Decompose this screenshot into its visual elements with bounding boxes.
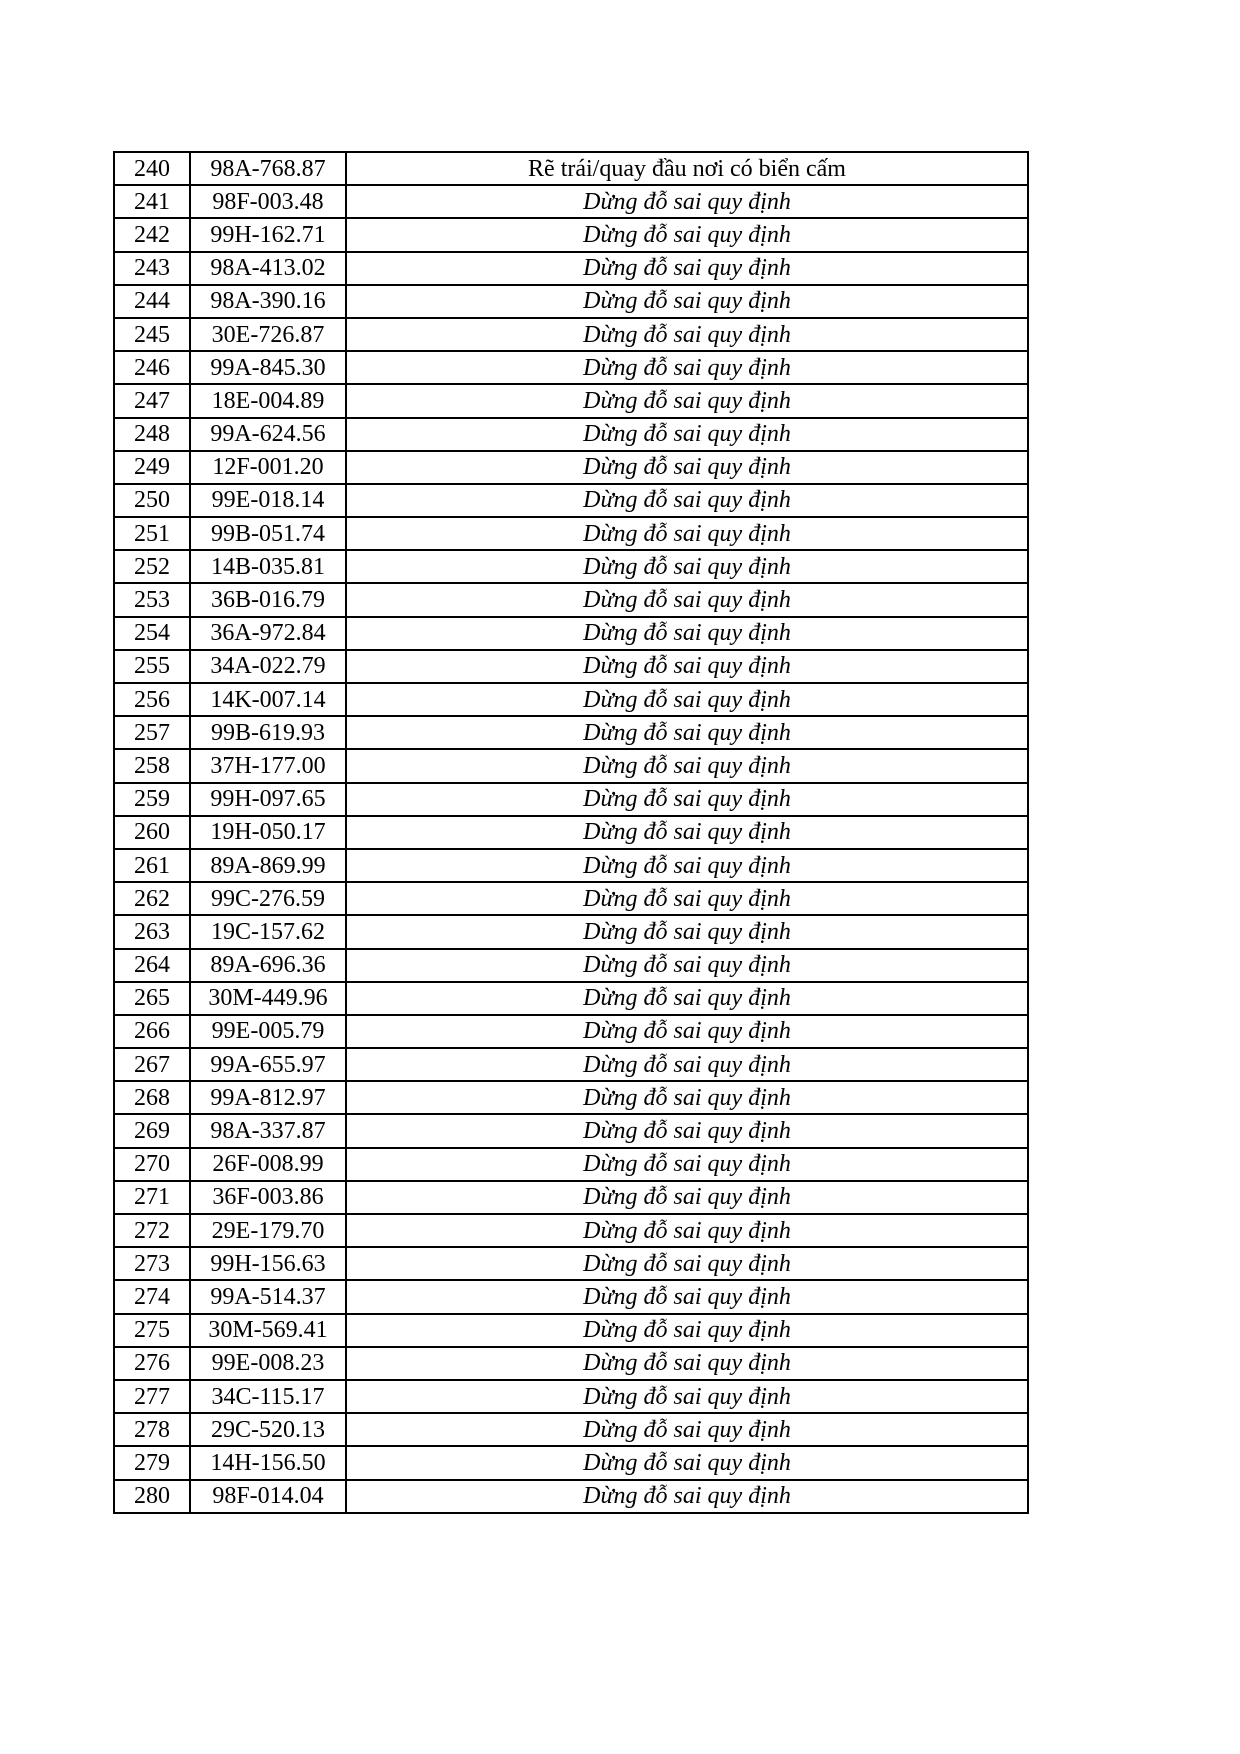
- table-row: [114, 849, 1028, 882]
- table-row: [114, 1247, 1028, 1280]
- row-number-cell: 267: [114, 1048, 190, 1081]
- table-row: [114, 982, 1028, 1015]
- violation-cell: Dừng đỗ sai quy định: [346, 185, 1028, 218]
- license-plate-cell: 30M-569.41: [190, 1314, 346, 1347]
- license-plate-cell: 14K-007.14: [190, 683, 346, 716]
- table-row: [114, 1280, 1028, 1313]
- table-row: [114, 252, 1028, 285]
- violation-cell: Dừng đỗ sai quy định: [346, 1148, 1028, 1181]
- table-row: [114, 882, 1028, 915]
- row-number-cell: 279: [114, 1446, 190, 1479]
- violation-cell: Dừng đỗ sai quy định: [346, 650, 1028, 683]
- table-row: [114, 418, 1028, 451]
- table-row: [114, 451, 1028, 484]
- violation-cell: Dừng đỗ sai quy định: [346, 318, 1028, 351]
- license-plate-cell: 26F-008.99: [190, 1148, 346, 1181]
- table-row: [114, 617, 1028, 650]
- row-number-cell: 275: [114, 1314, 190, 1347]
- license-plate-cell: 99E-018.14: [190, 484, 346, 517]
- license-plate-cell: 99A-845.30: [190, 351, 346, 384]
- table-row: [114, 1413, 1028, 1446]
- license-plate-cell: 98A-768.87: [190, 152, 346, 185]
- table-row: [114, 683, 1028, 716]
- violation-cell: Dừng đỗ sai quy định: [346, 1015, 1028, 1048]
- license-plate-cell: 99B-619.93: [190, 716, 346, 749]
- table-row: [114, 550, 1028, 583]
- license-plate-cell: 19H-050.17: [190, 816, 346, 849]
- violation-cell: Dừng đỗ sai quy định: [346, 550, 1028, 583]
- violation-cell: Dừng đỗ sai quy định: [346, 849, 1028, 882]
- table-row: [114, 1314, 1028, 1347]
- row-number-cell: 240: [114, 152, 190, 185]
- license-plate-cell: 30E-726.87: [190, 318, 346, 351]
- license-plate-cell: 99A-655.97: [190, 1048, 346, 1081]
- row-number-cell: 263: [114, 915, 190, 948]
- row-number-cell: 247: [114, 384, 190, 417]
- license-plate-cell: 99B-051.74: [190, 517, 346, 550]
- row-number-cell: 277: [114, 1380, 190, 1413]
- violation-cell: Dừng đỗ sai quy định: [346, 517, 1028, 550]
- row-number-cell: 264: [114, 949, 190, 982]
- table-row: [114, 949, 1028, 982]
- violations-table: [113, 151, 1029, 1514]
- table-row: [114, 218, 1028, 251]
- table-row: [114, 351, 1028, 384]
- license-plate-cell: 36B-016.79: [190, 583, 346, 616]
- row-number-cell: 278: [114, 1413, 190, 1446]
- table-row: [114, 1181, 1028, 1214]
- violation-cell: Dừng đỗ sai quy định: [346, 1181, 1028, 1214]
- violation-cell: Dừng đỗ sai quy định: [346, 583, 1028, 616]
- table-row: [114, 384, 1028, 417]
- license-plate-cell: 99E-008.23: [190, 1347, 346, 1380]
- license-plate-cell: 98A-413.02: [190, 252, 346, 285]
- table-row: [114, 1015, 1028, 1048]
- violation-cell: Dừng đỗ sai quy định: [346, 1214, 1028, 1247]
- license-plate-cell: 98F-003.48: [190, 185, 346, 218]
- license-plate-cell: 14B-035.81: [190, 550, 346, 583]
- license-plate-cell: 99H-156.63: [190, 1247, 346, 1280]
- violation-cell: Dừng đỗ sai quy định: [346, 716, 1028, 749]
- row-number-cell: 260: [114, 816, 190, 849]
- violation-cell: Dừng đỗ sai quy định: [346, 451, 1028, 484]
- license-plate-cell: 99A-514.37: [190, 1280, 346, 1313]
- table-body: [114, 152, 1028, 1513]
- violation-cell: Dừng đỗ sai quy định: [346, 982, 1028, 1015]
- row-number-cell: 243: [114, 252, 190, 285]
- row-number-cell: 257: [114, 716, 190, 749]
- row-number-cell: 266: [114, 1015, 190, 1048]
- license-plate-cell: 99H-162.71: [190, 218, 346, 251]
- table-row: [114, 1048, 1028, 1081]
- row-number-cell: 253: [114, 583, 190, 616]
- violation-cell: Dừng đỗ sai quy định: [346, 1380, 1028, 1413]
- table-row: [114, 749, 1028, 782]
- row-number-cell: 242: [114, 218, 190, 251]
- violation-cell: Dừng đỗ sai quy định: [346, 484, 1028, 517]
- row-number-cell: 255: [114, 650, 190, 683]
- table-row: [114, 185, 1028, 218]
- row-number-cell: 265: [114, 982, 190, 1015]
- license-plate-cell: 89A-869.99: [190, 849, 346, 882]
- row-number-cell: 258: [114, 749, 190, 782]
- license-plate-cell: 36F-003.86: [190, 1181, 346, 1214]
- row-number-cell: 274: [114, 1280, 190, 1313]
- violation-cell: Dừng đỗ sai quy định: [346, 816, 1028, 849]
- table-row: [114, 650, 1028, 683]
- violation-cell: Dừng đỗ sai quy định: [346, 1314, 1028, 1347]
- license-plate-cell: 29C-520.13: [190, 1413, 346, 1446]
- table-row: [114, 1446, 1028, 1479]
- violation-cell: Dừng đỗ sai quy định: [346, 1446, 1028, 1479]
- row-number-cell: 259: [114, 783, 190, 816]
- license-plate-cell: 99H-097.65: [190, 783, 346, 816]
- license-plate-cell: 99A-624.56: [190, 418, 346, 451]
- license-plate-cell: 89A-696.36: [190, 949, 346, 982]
- violation-cell: Dừng đỗ sai quy định: [346, 749, 1028, 782]
- license-plate-cell: 34C-115.17: [190, 1380, 346, 1413]
- license-plate-cell: 98A-337.87: [190, 1114, 346, 1147]
- license-plate-cell: 14H-156.50: [190, 1446, 346, 1479]
- violation-cell: Dừng đỗ sai quy định: [346, 617, 1028, 650]
- row-number-cell: 280: [114, 1480, 190, 1513]
- license-plate-cell: 99C-276.59: [190, 882, 346, 915]
- license-plate-cell: 30M-449.96: [190, 982, 346, 1015]
- row-number-cell: 254: [114, 617, 190, 650]
- violation-cell: Dừng đỗ sai quy định: [346, 1347, 1028, 1380]
- table-row: [114, 517, 1028, 550]
- table-row: [114, 915, 1028, 948]
- violation-cell: Dừng đỗ sai quy định: [346, 1114, 1028, 1147]
- violation-cell: Dừng đỗ sai quy định: [346, 1413, 1028, 1446]
- row-number-cell: 268: [114, 1081, 190, 1114]
- license-plate-cell: 98F-014.04: [190, 1480, 346, 1513]
- license-plate-cell: 12F-001.20: [190, 451, 346, 484]
- row-number-cell: 241: [114, 185, 190, 218]
- row-number-cell: 250: [114, 484, 190, 517]
- license-plate-cell: 36A-972.84: [190, 617, 346, 650]
- row-number-cell: 248: [114, 418, 190, 451]
- table-row: [114, 318, 1028, 351]
- table-row: [114, 1148, 1028, 1181]
- table-row: [114, 1081, 1028, 1114]
- row-number-cell: 256: [114, 683, 190, 716]
- violation-cell: Dừng đỗ sai quy định: [346, 418, 1028, 451]
- table-row: [114, 1480, 1028, 1513]
- violation-cell: Dừng đỗ sai quy định: [346, 683, 1028, 716]
- violation-cell: Dừng đỗ sai quy định: [346, 949, 1028, 982]
- license-plate-cell: 18E-004.89: [190, 384, 346, 417]
- license-plate-cell: 98A-390.16: [190, 285, 346, 318]
- table-row: [114, 816, 1028, 849]
- violation-cell: Dừng đỗ sai quy định: [346, 1280, 1028, 1313]
- table-row: [114, 1347, 1028, 1380]
- row-number-cell: 262: [114, 882, 190, 915]
- table-row: [114, 716, 1028, 749]
- violation-cell: Dừng đỗ sai quy định: [346, 218, 1028, 251]
- row-number-cell: 251: [114, 517, 190, 550]
- violation-cell: Dừng đỗ sai quy định: [346, 384, 1028, 417]
- violation-cell: Dừng đỗ sai quy định: [346, 285, 1028, 318]
- table-row: [114, 285, 1028, 318]
- violation-cell: Dừng đỗ sai quy định: [346, 783, 1028, 816]
- violation-cell: Dừng đỗ sai quy định: [346, 1480, 1028, 1513]
- table-row: [114, 1380, 1028, 1413]
- violation-cell: Dừng đỗ sai quy định: [346, 252, 1028, 285]
- violation-cell: Dừng đỗ sai quy định: [346, 1081, 1028, 1114]
- license-plate-cell: 99E-005.79: [190, 1015, 346, 1048]
- license-plate-cell: 99A-812.97: [190, 1081, 346, 1114]
- table-row: [114, 583, 1028, 616]
- row-number-cell: 245: [114, 318, 190, 351]
- row-number-cell: 244: [114, 285, 190, 318]
- table-row: [114, 152, 1028, 185]
- row-number-cell: 270: [114, 1148, 190, 1181]
- table-row: [114, 1214, 1028, 1247]
- violation-cell: Rẽ trái/quay đầu nơi có biển cấm: [346, 152, 1028, 185]
- row-number-cell: 246: [114, 351, 190, 384]
- row-number-cell: 252: [114, 550, 190, 583]
- row-number-cell: 249: [114, 451, 190, 484]
- table-row: [114, 1114, 1028, 1147]
- violation-cell: Dừng đỗ sai quy định: [346, 351, 1028, 384]
- violation-cell: Dừng đỗ sai quy định: [346, 1247, 1028, 1280]
- violation-cell: Dừng đỗ sai quy định: [346, 915, 1028, 948]
- row-number-cell: 269: [114, 1114, 190, 1147]
- license-plate-cell: 29E-179.70: [190, 1214, 346, 1247]
- row-number-cell: 273: [114, 1247, 190, 1280]
- violation-cell: Dừng đỗ sai quy định: [346, 882, 1028, 915]
- license-plate-cell: 37H-177.00: [190, 749, 346, 782]
- table-row: [114, 484, 1028, 517]
- violation-cell: Dừng đỗ sai quy định: [346, 1048, 1028, 1081]
- license-plate-cell: 19C-157.62: [190, 915, 346, 948]
- table-row: [114, 783, 1028, 816]
- row-number-cell: 276: [114, 1347, 190, 1380]
- row-number-cell: 261: [114, 849, 190, 882]
- license-plate-cell: 34A-022.79: [190, 650, 346, 683]
- row-number-cell: 271: [114, 1181, 190, 1214]
- row-number-cell: 272: [114, 1214, 190, 1247]
